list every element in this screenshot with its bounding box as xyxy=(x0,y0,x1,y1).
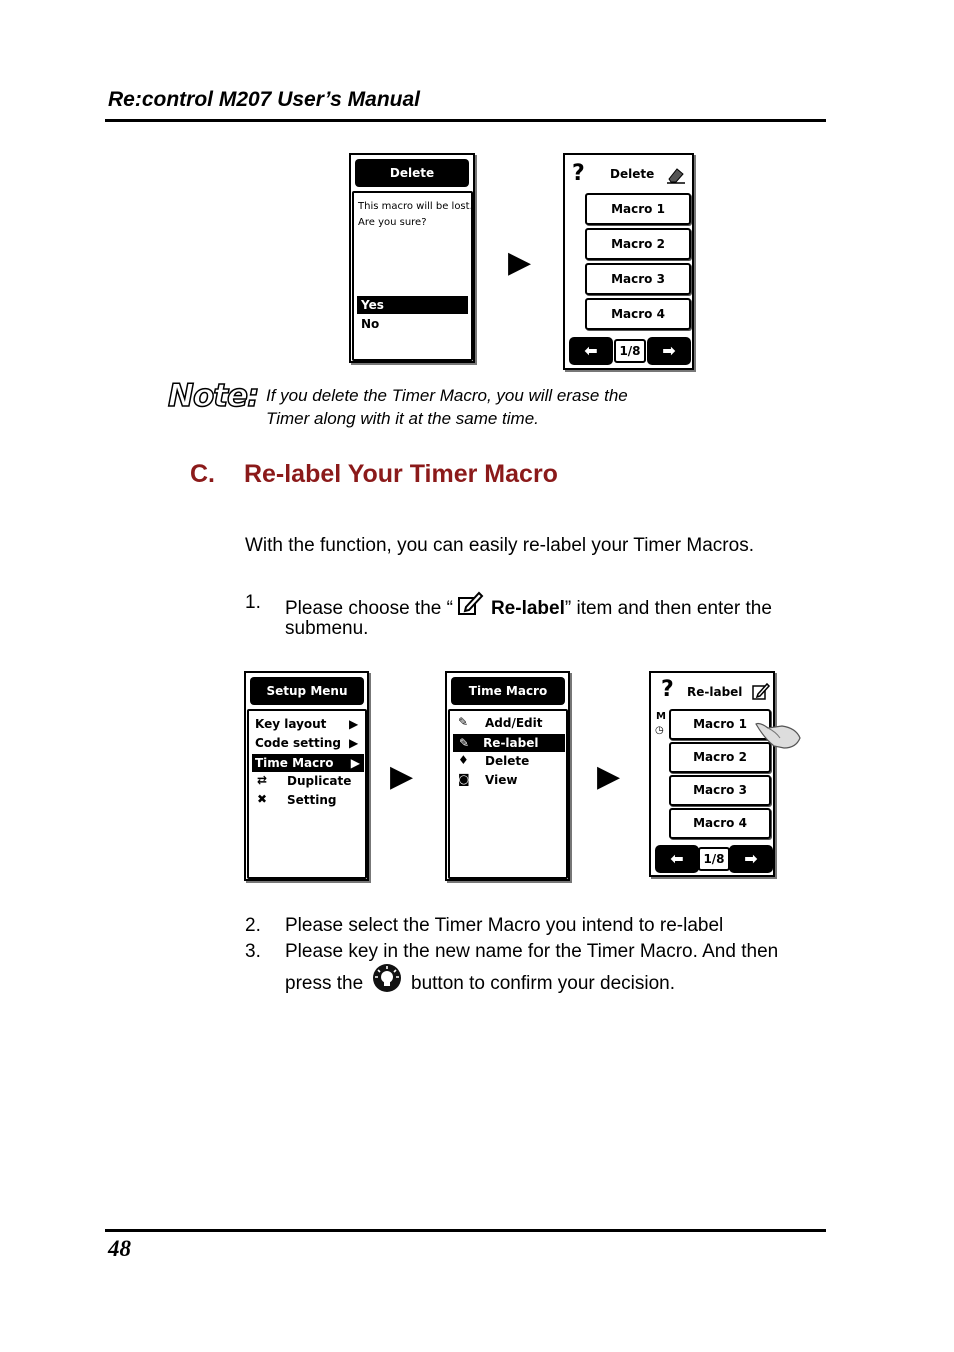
prev-page-button[interactable] xyxy=(569,337,613,365)
relabel-icon xyxy=(751,681,771,701)
left-arrow-icon: ⬅ xyxy=(584,341,598,360)
section-letter: C. xyxy=(190,460,215,488)
macro-4-button[interactable]: Macro 4 xyxy=(585,298,691,330)
step3-post: button to confirm your decision. xyxy=(411,973,676,994)
menu-item-time-macro[interactable] xyxy=(252,754,364,772)
setup-menu-panel xyxy=(247,709,367,879)
right-arrow-icon: ▶ xyxy=(508,246,532,279)
page-number: 48 xyxy=(108,1236,131,1261)
menu-item-duplicate[interactable]: Duplicate xyxy=(287,774,352,788)
dialog-option-no[interactable]: No xyxy=(361,317,380,331)
header-rule xyxy=(105,119,826,122)
right-arrow-icon: ▶ xyxy=(597,760,621,793)
step2-text: Please select the Timer Macro you intend to re-label xyxy=(285,915,724,936)
left-arrow-icon: ⬅ xyxy=(670,849,684,868)
footer-rule xyxy=(105,1229,826,1232)
submenu-arrow-icon: ▶ xyxy=(349,736,359,750)
right-arrow-icon: ➡ xyxy=(744,849,758,868)
note-line2: Timer along with it at the same time. xyxy=(266,409,539,428)
dialog-panel xyxy=(352,191,473,361)
macro-2-button[interactable]: Macro 2 xyxy=(585,228,691,260)
duplicate-icon: ⇄ xyxy=(257,773,268,787)
list-title: Delete xyxy=(610,167,655,181)
macro-4-button[interactable]: Macro 4 xyxy=(669,808,771,839)
time-macro-panel xyxy=(448,709,568,879)
submenu-arrow-icon: ▶ xyxy=(349,717,359,731)
menu-item-time-macro-label: Time Macro xyxy=(255,756,334,770)
menu-item-view[interactable]: View xyxy=(485,773,518,787)
setup-menu-title: Setup Menu xyxy=(250,677,364,705)
right-arrow-icon: ▶ xyxy=(390,760,414,793)
dialog-message-line1: This macro will be lost. xyxy=(358,201,473,212)
note-logo: Note: xyxy=(168,378,259,414)
setup-menu-screen xyxy=(244,671,369,881)
view-icon: ◙ xyxy=(458,772,470,786)
page-indicator: 1/8 xyxy=(698,847,730,871)
dialog-message-line2: Are you sure? xyxy=(358,217,427,228)
add-edit-icon: ✎ xyxy=(458,715,469,729)
help-icon[interactable]: ? xyxy=(661,677,674,702)
step3-pre: press the xyxy=(285,973,364,994)
macro-1-button[interactable]: Macro 1 xyxy=(585,193,691,225)
tools-icon: ✖ xyxy=(257,792,268,806)
mode-indicator: M xyxy=(656,711,666,722)
relabel-title: Re-label xyxy=(687,685,743,699)
next-page-button[interactable] xyxy=(647,337,691,365)
right-arrow-icon: ➡ xyxy=(662,341,676,360)
time-macro-title: Time Macro xyxy=(451,677,565,705)
note-text xyxy=(266,384,686,430)
eraser-icon: ♦ xyxy=(458,753,469,767)
help-icon[interactable]: ? xyxy=(572,161,585,186)
eraser-icon xyxy=(665,163,687,185)
relabel-icon: ✎ xyxy=(459,736,470,750)
finger-tap-icon xyxy=(752,718,802,750)
submenu-arrow-icon: ▶ xyxy=(350,756,360,770)
section-title: Re-label Your Timer Macro xyxy=(243,460,558,488)
confirm-button-icon xyxy=(372,963,402,993)
menu-item-re-label[interactable] xyxy=(453,734,565,752)
step3-number: 3. xyxy=(245,941,261,962)
dialog-option-yes[interactable]: Yes xyxy=(357,296,468,314)
menu-item-delete[interactable]: Delete xyxy=(485,754,530,768)
dialog-title: Delete xyxy=(355,159,469,187)
relabel-icon xyxy=(457,590,487,612)
next-page-button[interactable] xyxy=(729,845,773,873)
menu-item-key-layout[interactable]: Key layout xyxy=(255,717,327,731)
page-indicator: 1/8 xyxy=(614,339,646,363)
section-heading xyxy=(190,460,558,489)
step3-line1: Please key in the new name for the Timer Macro. And then xyxy=(285,941,779,962)
step1-bold: Re-label xyxy=(490,598,565,619)
menu-item-code-setting[interactable]: Code setting xyxy=(255,736,341,750)
time-macro-screen xyxy=(445,671,570,881)
intro-paragraph: With the function, you can easily re-label your Timer Macros. xyxy=(245,535,754,556)
delete-list-screen xyxy=(563,153,694,370)
step1-number: 1. xyxy=(245,592,261,613)
step1-post: ” item and then enter the xyxy=(564,598,772,619)
delete-dialog-screen xyxy=(349,153,475,363)
prev-page-button[interactable] xyxy=(655,845,699,873)
running-header: Re:control M207 User’s Manual xyxy=(108,88,420,111)
step1-pre: Please choose the “ xyxy=(285,598,453,619)
macro-3-button[interactable]: Macro 3 xyxy=(585,263,691,295)
relabel-list-screen xyxy=(649,671,775,877)
step2-number: 2. xyxy=(245,915,261,936)
menu-item-re-label-label: Re-label xyxy=(483,736,539,750)
note-line1: If you delete the Timer Macro, you will erase the xyxy=(266,386,628,405)
menu-item-add-edit[interactable]: Add/Edit xyxy=(485,716,543,730)
menu-item-setting[interactable]: Setting xyxy=(287,793,337,807)
macro-3-button[interactable]: Macro 3 xyxy=(669,775,771,806)
macro-2-button[interactable]: Macro 2 xyxy=(669,742,771,773)
clock-icon: ◷ xyxy=(655,725,664,736)
step1-line2: submenu. xyxy=(285,618,369,639)
macro-1-button[interactable]: Macro 1 xyxy=(669,709,771,740)
